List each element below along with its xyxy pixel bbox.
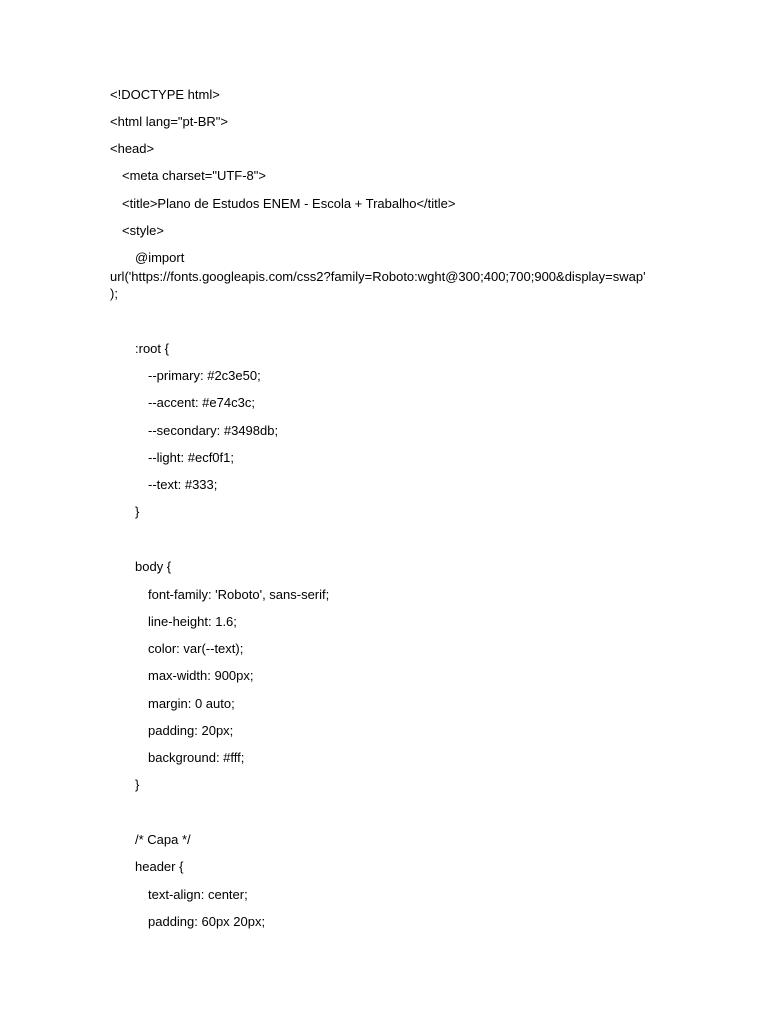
code-line: <head> bbox=[110, 141, 155, 156]
code-line: padding: 20px; bbox=[148, 723, 234, 738]
code-line: font-family: 'Roboto', sans-serif; bbox=[148, 587, 330, 602]
code-line: /* Capa */ bbox=[135, 832, 191, 847]
code-line: color: var(--text); bbox=[148, 641, 244, 656]
code-line: margin: 0 auto; bbox=[148, 696, 235, 711]
code-line: @import bbox=[135, 250, 185, 265]
code-line: max-width: 900px; bbox=[148, 668, 254, 683]
code-line: padding: 60px 20px; bbox=[148, 914, 266, 929]
code-line: text-align: center; bbox=[148, 887, 248, 902]
code-line: --text: #333; bbox=[148, 477, 218, 492]
code-line: } bbox=[135, 777, 140, 792]
code-line: line-height: 1.6; bbox=[148, 614, 237, 629]
code-line: --primary: #2c3e50; bbox=[148, 368, 261, 383]
code-line: <meta charset="UTF-8"> bbox=[122, 168, 266, 183]
code-line: <style> bbox=[122, 223, 164, 238]
code-line: :root { bbox=[135, 341, 169, 356]
code-line: <title>Plano de Estudos ENEM - Escola + Trabalho</title> bbox=[122, 196, 456, 211]
code-line: url('https://fonts.googleapis.com/css2?family=Roboto:wght@300;400;700;900&display=swap' bbox=[110, 269, 646, 284]
code-line: ); bbox=[110, 286, 118, 301]
code-line: --secondary: #3498db; bbox=[148, 423, 279, 438]
code-line: header { bbox=[135, 859, 184, 874]
code-line: } bbox=[135, 504, 140, 519]
code-line: --accent: #e74c3c; bbox=[148, 395, 255, 410]
code-line: <!DOCTYPE html> bbox=[110, 87, 220, 102]
code-line: --light: #ecf0f1; bbox=[148, 450, 234, 465]
code-line: body { bbox=[135, 559, 172, 574]
code-line: background: #fff; bbox=[148, 750, 245, 765]
code-line: <html lang="pt-BR"> bbox=[110, 114, 228, 129]
